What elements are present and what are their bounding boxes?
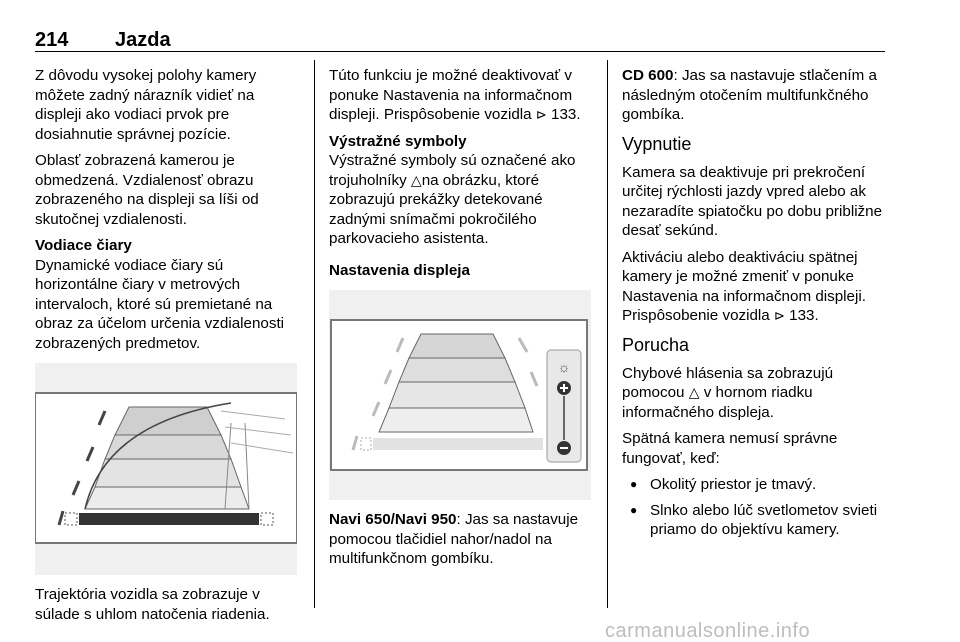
- list-item: ● Okolitý priestor je tmavý.: [622, 475, 884, 495]
- deactivate-text: Túto funkciu je možné deaktivovať v ponuke Nastavenia na informačnom displeji. Prispôsobenie vozidla: [329, 67, 573, 123]
- figure-caption: Trajektória vozidla sa zobrazuje v súlade s uhlom natočenia riadenia.: [35, 586, 270, 623]
- warning-symbols-text-b: na obrázku, ktoré zobrazujú prekážky detekované zadnými snímačmi pokročilého parkovacieho asistenta.: [329, 171, 543, 247]
- warning-symbols-text-a: Výstražné symboly sú označené ako trojuholníky: [329, 152, 576, 189]
- paragraph-camera-position: Z dôvodu vysokej polohy kamery môžete zadný nárazník vidieť na displeji ako vodiaci prvok pre dosiahnutie správnej pozície.: [35, 67, 257, 143]
- svg-text:☼: ☼: [557, 359, 571, 375]
- switch-off-paragraph-2: [622, 248, 884, 326]
- guide-lines-section: [35, 236, 300, 353]
- fault-text-a: Chybové hlásenia sa zobrazujú pomocou: [622, 364, 834, 401]
- guide-lines-text: Dynamické vodiace čiary sú horizontálne čiary v metrových intervaloch, ktoré sú premietané na obraz za účelom určenia vzdialenosti zobrazených predmetov.: [35, 256, 285, 352]
- display-settings-figure: [329, 290, 591, 500]
- warning-symbols-heading: Výstražné symboly: [329, 132, 467, 150]
- guide-lines-illustration: [35, 363, 297, 575]
- page-reference: 133.: [551, 106, 581, 123]
- navi-brightness-paragraph: [329, 510, 597, 569]
- switch-off-paragraph-1: Kamera sa deaktivuje pri prekročení určitej rýchlosti jazdy vpred alebo ak nezaradíte spiatočku po dobu približne desať sekúnd.: [622, 163, 883, 239]
- switch-off-text: Aktiváciu alebo deaktiváciu spätnej kamery je možné zmeniť v ponuke Nastavenia na informačnom displeji. Prispôsobenie vozidla: [622, 248, 866, 324]
- page-reference-arrow-icon: ⊳: [773, 308, 785, 323]
- paragraph-deactivate: [329, 66, 597, 125]
- display-settings-heading: Nastavenia displeja: [329, 261, 470, 279]
- warning-symbols-section: [329, 132, 597, 249]
- column-divider-2: [607, 60, 608, 608]
- header-rule: [35, 51, 885, 52]
- cd-text: : Jas sa nastavuje stlačením a následným otočením multifunkčného gombíka.: [622, 67, 877, 123]
- column-divider-1: [314, 60, 315, 608]
- navi-text: : Jas sa nastavuje pomocou tlačidiel nahor/nadol na multifunkčnom gombíku.: [329, 511, 579, 567]
- list-item: ● Slnko alebo lúč svetlometov svieti priamo do objektívu kamery.: [622, 501, 884, 540]
- warning-triangle-icon: △: [410, 171, 422, 188]
- fault-text-b: v hornom riadku informačného displeja.: [622, 384, 813, 421]
- column-2: [329, 66, 597, 576]
- fault-conditions-list: [622, 475, 884, 540]
- navi-label: Navi 650/Navi 950: [329, 511, 457, 528]
- column-3: [622, 66, 884, 546]
- warning-triangle-icon: △: [688, 384, 700, 400]
- page-reference: 133.: [789, 307, 819, 324]
- paragraph-area-limited: Oblasť zobrazená kamerou je obmedzená. Vzdialenosť obrazu zobrazeného na displeji sa líši od skutočnej vzdialenosti.: [35, 152, 259, 228]
- page-reference-arrow-icon: ⊳: [535, 107, 547, 122]
- page-header: [35, 29, 885, 55]
- watermark: carmanualsonline.info: [605, 620, 811, 642]
- fault-paragraph-1: [622, 364, 884, 423]
- cd-brightness-paragraph: [622, 66, 884, 125]
- display-settings-illustration: [329, 290, 591, 500]
- chapter-title: Jazda: [115, 29, 171, 51]
- guide-lines-figure: [35, 363, 297, 575]
- fault-heading: Porucha: [622, 334, 690, 355]
- switch-off-heading: Vypnutie: [622, 133, 692, 154]
- cd-label: CD 600: [622, 67, 674, 84]
- page-number: 214: [35, 29, 69, 51]
- column-1: [35, 66, 300, 631]
- fault-paragraph-2: Spätná kamera nemusí správne fungovať, keď:: [622, 430, 838, 467]
- guide-lines-heading: Vodiace čiary: [35, 237, 132, 254]
